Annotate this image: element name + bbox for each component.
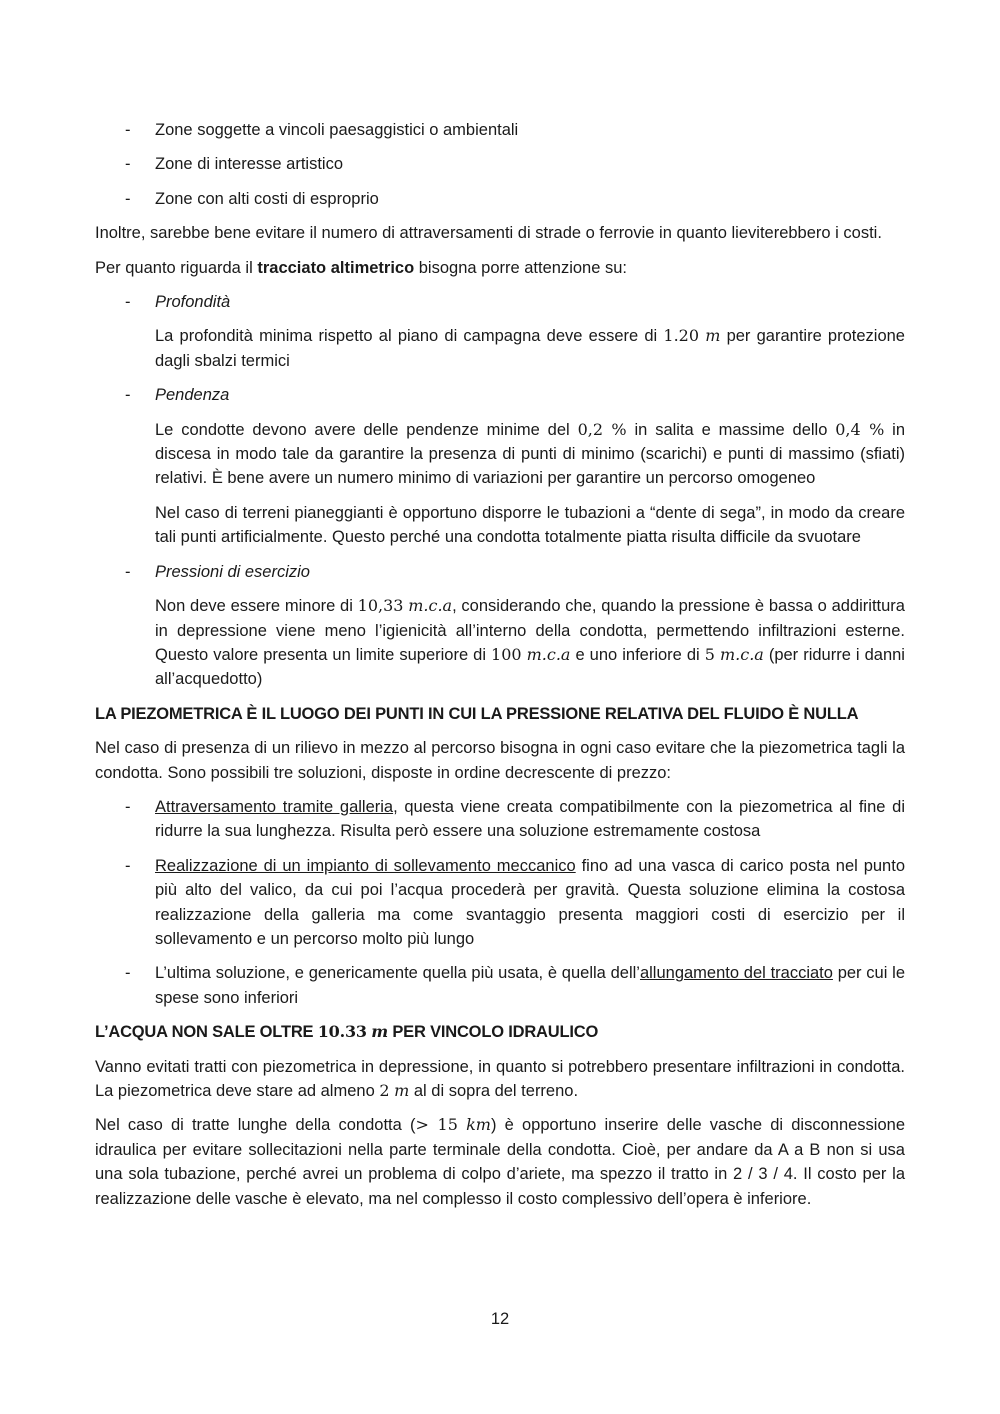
bullet-dash: - [125,856,131,875]
paragraph-tracciato [95,256,905,280]
text: Le condotte devono avere delle pendenze minime del [155,420,578,439]
list-item [95,795,905,844]
item-title: Pressioni di esercizio [155,562,310,581]
text: in salita e massime dello [626,420,836,439]
section-heading [95,1020,905,1044]
unit: m.c.a [408,596,453,616]
list-item-text: Zone di interesse artistico [155,155,344,174]
text: per cui le spese sono inferiori [155,964,905,1007]
bullet-dash: - [125,189,131,208]
bullet-dash: - [125,121,131,139]
list-item [95,152,905,176]
text: Vanno evitati tratti con piezometrica in depressione, in quanto si potrebbero presentare infiltrazioni in condotta. La piezometrica deve stare ad almeno [95,1057,905,1100]
pendenza-text-2: Nel caso di terreni pianeggianti è opportuno disporre le tubazioni a “dente di sega”, in modo da creare tali punti artificialmente. Questo perché una condotta totalmente piatta risulta difficile da svuotare [155,503,905,547]
bullet-dash: - [125,562,131,581]
underlined-term: Realizzazione di un impianto di sollevamento meccanico [155,856,576,875]
bullet-dash: - [125,797,131,816]
paragraph-rilievo: Nel caso di presenza di un rilievo in mezzo al percorso bisogna in ogni caso evitare che la piezometrica tagli la condotta. Sono possibili tre soluzioni, disposte in ordine decrescente di prezzo: [95,739,905,782]
paragraph-vanno [95,1055,905,1104]
text: ) è opportuno inserire delle vasche di disconnessione idraulica per evitare sollecitazioni nella parte terminale della condotta. Cioè, per andare da A a B non si usa una sola tubazione, perché avrei un problema di colpo d’ariete, ma spezzo il tratto in 2 / 3 / 4. Il costo per la realizzazione delle vasche è elevato, ma nel complesso il costo complessivo dell’opera è inferiore. [95,1116,906,1208]
value: 0,2 % [577,419,627,439]
value: 1.20 [663,326,700,346]
list-item-pendenza [95,383,905,407]
value: 5 [704,644,715,664]
text: L’ACQUA NON SALE OLTRE [95,1023,318,1042]
text: L’ultima soluzione, e genericamente quella più usata, è quella dell’ [155,964,640,983]
bold-term: tracciato altimetrico [257,258,415,277]
list-item-profondita [95,290,905,314]
text: Non deve essere minore di [155,597,358,616]
page-number: 12 [490,1310,510,1328]
list-item-text: Zone con alti costi di esproprio [155,189,379,208]
item-title: Profondità [155,293,231,312]
section-heading: LA PIEZOMETRICA È IL LUOGO DEI PUNTI IN CUI LA PRESSIONE RELATIVA DEL FLUIDO È NULLA [95,704,859,723]
list-item [95,961,905,1010]
text: e uno inferiore di [570,645,705,664]
bullet-dash: - [125,155,131,174]
unit: m [705,326,721,346]
value: 2 [379,1081,390,1100]
text: al di sopra del terreno. [409,1082,579,1100]
pressioni-text [95,594,905,692]
text: per garantire protezione dagli sbalzi termici [155,327,905,370]
underlined-term: allungamento del tracciato [639,964,833,983]
text: Nel caso di tratte lunghe della condotta ( [95,1116,416,1135]
value: 0,4 % [835,419,885,439]
value: 100 [491,644,522,664]
document-body [95,118,905,1221]
list-item [95,187,905,211]
unit: m [371,1022,388,1042]
bullet-dash: - [125,293,131,312]
text: bisogna porre attenzione su: [414,258,627,277]
value: > 15 [415,1115,458,1135]
unit: km [466,1115,491,1135]
bullet-dash: - [125,964,131,983]
list-item [95,854,905,952]
text: , questa viene creata compatibilmente con la piezometrica al fine di ridurre la sua lunghezza. Risulta però essere una soluzione estremamente costosa [155,797,905,841]
underlined-term: Attraversamento tramite galleria [155,797,394,816]
unit: m.c.a [526,644,571,664]
value: 10.33 [317,1022,367,1042]
text: Per quanto riguarda il [95,258,258,277]
text: (per ridurre i danni all’acquedotto) [155,645,905,689]
text: in discesa in modo tale da garantire la presenza di punti di minimo (scarichi) e punti di massimo (sfiati) relativi. È bene avere un numero minimo di variazioni per garantire un percorso omogeneo [155,420,905,488]
text: La profondità minima rispetto al piano di campagna deve essere di [155,327,664,346]
pendenza-text [95,418,905,491]
text: , considerando che, quando la pressione è bassa o addirittura in depressione viene meno l’igienicità all’interno della condotta, permettendo infiltrazioni esterne. Questo valore presenta un limite superiore di [155,597,905,664]
item-title: Pendenza [155,386,230,405]
profondita-text [95,324,905,373]
paragraph-inoltre: Inoltre, sarebbe bene evitare il numero di attraversamenti di strade o ferrovie in quanto lieviterebbero i costi. [95,224,882,243]
bullet-dash: - [125,386,131,405]
list-item-pressioni [95,560,905,584]
paragraph-tratte [95,1113,905,1211]
list-item [95,118,905,142]
unit: m.c.a [719,644,764,664]
value: 10,33 [357,596,404,616]
text: PER VINCOLO IDRAULICO [387,1023,599,1042]
list-item-text: Zone soggette a vincoli paesaggistici o ambientali [155,121,519,139]
text: fino ad una vasca di carico posta nel punto più alto del valico, da cui poi l’acqua procederà per gravità. Questa soluzione elimina la costosa realizzazione della galleria ma come svantaggio presenta maggiori costi di esercizio per il sollevamento e un percorso molto più lungo [155,856,905,948]
unit: m [394,1081,410,1100]
